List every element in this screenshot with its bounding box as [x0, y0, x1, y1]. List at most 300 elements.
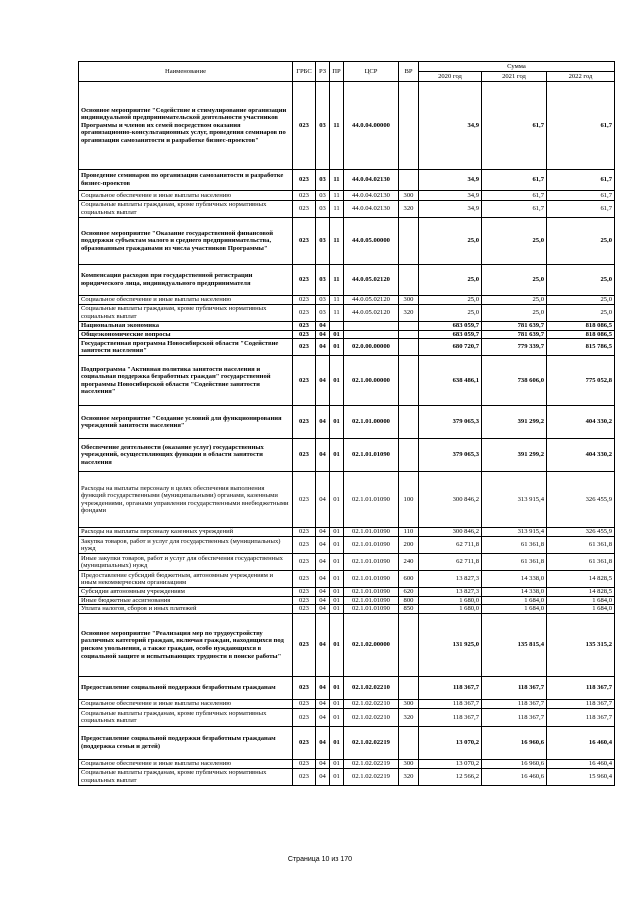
row-amount-2022: 61,7	[547, 170, 615, 191]
row-grbs: 023	[293, 571, 316, 588]
row-csr: 02.1.02.02210	[344, 708, 399, 726]
row-pr: 01	[330, 356, 344, 406]
row-vr: 300	[399, 191, 419, 201]
row-grbs: 023	[293, 201, 316, 218]
row-pr: 11	[330, 265, 344, 296]
header-year-2020: 2020 год	[419, 72, 482, 82]
row-vr: 300	[399, 759, 419, 768]
row-amount-2020: 118 367,7	[419, 699, 482, 708]
row-name: Государственная программа Новосибирской области "Содействие занятости населения"	[79, 339, 293, 356]
row-grbs: 023	[293, 330, 316, 339]
row-amount-2022: 25,0	[547, 218, 615, 265]
row-amount-2021: 313 915,4	[482, 528, 547, 537]
row-grbs: 023	[293, 218, 316, 265]
table-row	[79, 605, 615, 614]
row-amount-2020: 379 065,3	[419, 439, 482, 472]
row-amount-2022: 25,0	[547, 296, 615, 305]
row-grbs: 023	[293, 596, 316, 605]
row-pr: 11	[330, 170, 344, 191]
row-amount-2020: 62 711,8	[419, 537, 482, 554]
row-amount-2020: 638 486,1	[419, 356, 482, 406]
row-grbs: 023	[293, 768, 316, 785]
row-name: Социальные выплаты гражданам, кроме публичных нормативных социальных выплат	[79, 305, 293, 322]
row-rz: 03	[316, 82, 330, 170]
table-row	[79, 265, 615, 296]
table-row	[79, 537, 615, 554]
row-vr: 300	[399, 296, 419, 305]
row-amount-2021: 118 367,7	[482, 676, 547, 699]
row-name: Основное мероприятие "Реализация мер по трудоустройству различных категорий граждан, включая граждан, находящихся под риском увольнения, а также граждан, особо нуждающихся в социальной защите и испытывающих трудности в поиске работы"	[79, 613, 293, 676]
row-name: Обеспечение деятельности (оказание услуг) государственных учреждений, осуществляющих функции в области занятости населения	[79, 439, 293, 472]
row-vr: 300	[399, 699, 419, 708]
row-pr: 01	[330, 339, 344, 356]
row-csr: 02.1.02.02210	[344, 676, 399, 699]
row-vr	[399, 82, 419, 170]
row-rz: 04	[316, 759, 330, 768]
row-vr	[399, 726, 419, 759]
row-pr: 01	[330, 472, 344, 528]
row-amount-2020: 34,9	[419, 82, 482, 170]
row-pr: 01	[330, 528, 344, 537]
row-amount-2022: 16 460,4	[547, 726, 615, 759]
row-csr: 02.0.00.00000	[344, 339, 399, 356]
row-csr: 44.0.04.02130	[344, 201, 399, 218]
row-amount-2021: 779 339,7	[482, 339, 547, 356]
row-amount-2021: 16 960,6	[482, 759, 547, 768]
row-pr: 01	[330, 768, 344, 785]
row-amount-2021: 25,0	[482, 218, 547, 265]
row-grbs: 023	[293, 322, 316, 331]
row-amount-2022: 775 052,8	[547, 356, 615, 406]
row-amount-2021: 14 338,0	[482, 571, 547, 588]
header-vr: ВР	[399, 62, 419, 82]
row-amount-2022: 25,0	[547, 265, 615, 296]
row-csr: 44.0.05.00000	[344, 218, 399, 265]
budget-table	[78, 61, 615, 786]
row-amount-2021: 61,7	[482, 82, 547, 170]
row-rz: 04	[316, 596, 330, 605]
row-amount-2021: 61,7	[482, 201, 547, 218]
row-grbs: 023	[293, 699, 316, 708]
row-amount-2021: 1 684,0	[482, 605, 547, 614]
row-rz: 04	[316, 554, 330, 571]
header-csr: ЦСР	[344, 62, 399, 82]
row-amount-2022: 404 330,2	[547, 406, 615, 439]
row-csr	[344, 330, 399, 339]
row-pr: 01	[330, 439, 344, 472]
row-csr: 02.1.02.02219	[344, 768, 399, 785]
row-csr: 02.1.02.02219	[344, 726, 399, 759]
row-csr: 02.1.01.00000	[344, 406, 399, 439]
row-vr	[399, 406, 419, 439]
row-amount-2021: 25,0	[482, 296, 547, 305]
row-amount-2021: 61 361,8	[482, 554, 547, 571]
row-grbs: 023	[293, 676, 316, 699]
row-csr: 44.0.05.02120	[344, 296, 399, 305]
row-rz: 04	[316, 699, 330, 708]
row-grbs: 023	[293, 726, 316, 759]
row-amount-2020: 1 680,0	[419, 596, 482, 605]
row-csr: 02.1.01.01090	[344, 605, 399, 614]
row-grbs: 023	[293, 528, 316, 537]
row-pr: 01	[330, 726, 344, 759]
table-row	[79, 439, 615, 472]
row-amount-2021: 738 606,0	[482, 356, 547, 406]
table-row	[79, 676, 615, 699]
row-amount-2021: 16 960,6	[482, 726, 547, 759]
table-row	[79, 296, 615, 305]
row-amount-2020: 300 846,2	[419, 472, 482, 528]
row-pr: 11	[330, 82, 344, 170]
row-amount-2021: 16 460,6	[482, 768, 547, 785]
row-amount-2022: 815 786,5	[547, 339, 615, 356]
row-csr: 02.1.01.01090	[344, 537, 399, 554]
row-amount-2021: 14 338,0	[482, 588, 547, 597]
row-grbs: 023	[293, 191, 316, 201]
row-rz: 03	[316, 218, 330, 265]
row-grbs: 023	[293, 296, 316, 305]
row-csr	[344, 322, 399, 331]
row-amount-2021: 1 684,0	[482, 596, 547, 605]
row-amount-2022: 61,7	[547, 82, 615, 170]
table-row	[79, 305, 615, 322]
table-row	[79, 699, 615, 708]
table-row	[79, 322, 615, 331]
row-vr: 850	[399, 605, 419, 614]
row-name: Подпрограмма "Активная политика занятости населения и социальная поддержка безработных граждан" государственной программы Новосибирской области "Содействие занятости населения"	[79, 356, 293, 406]
row-amount-2021: 61 361,8	[482, 537, 547, 554]
row-amount-2020: 118 367,7	[419, 708, 482, 726]
row-rz: 03	[316, 296, 330, 305]
row-rz: 04	[316, 330, 330, 339]
row-vr	[399, 676, 419, 699]
row-vr	[399, 339, 419, 356]
row-csr: 02.1.01.01090	[344, 588, 399, 597]
row-pr: 01	[330, 596, 344, 605]
row-amount-2020: 1 680,0	[419, 605, 482, 614]
row-rz: 04	[316, 708, 330, 726]
row-vr	[399, 356, 419, 406]
row-name: Предоставление субсидий бюджетным, автономным учреждениям и иным некоммерческим организациям	[79, 571, 293, 588]
table-row	[79, 528, 615, 537]
row-csr: 02.1.01.01090	[344, 554, 399, 571]
row-name: Расходы на выплаты персоналу казенных учреждений	[79, 528, 293, 537]
row-name: Социальное обеспечение и иные выплаты населению	[79, 191, 293, 201]
row-csr: 02.1.01.01090	[344, 596, 399, 605]
row-amount-2021: 135 815,4	[482, 613, 547, 676]
row-amount-2020: 34,9	[419, 191, 482, 201]
row-grbs: 023	[293, 82, 316, 170]
table-row	[79, 554, 615, 571]
row-amount-2022: 326 455,9	[547, 528, 615, 537]
table-row	[79, 170, 615, 191]
table-row	[79, 339, 615, 356]
row-amount-2021: 118 367,7	[482, 708, 547, 726]
row-amount-2021: 313 915,4	[482, 472, 547, 528]
table-row	[79, 356, 615, 406]
row-amount-2022: 404 330,2	[547, 439, 615, 472]
row-amount-2022: 61 361,8	[547, 537, 615, 554]
row-rz: 04	[316, 768, 330, 785]
row-name: Социальное обеспечение и иные выплаты населению	[79, 699, 293, 708]
row-pr: 01	[330, 554, 344, 571]
table-row	[79, 726, 615, 759]
header-year-2022: 2022 год	[547, 72, 615, 82]
row-vr: 620	[399, 588, 419, 597]
row-rz: 04	[316, 613, 330, 676]
row-csr: 02.1.01.01090	[344, 571, 399, 588]
row-vr	[399, 218, 419, 265]
row-vr	[399, 439, 419, 472]
row-amount-2022: 326 455,9	[547, 472, 615, 528]
row-vr	[399, 613, 419, 676]
row-csr: 02.1.01.01090	[344, 472, 399, 528]
table-row	[79, 82, 615, 170]
row-name: Иные закупки товаров, работ и услуг для обеспечения государственных (муниципальных) нужд	[79, 554, 293, 571]
table-row	[79, 201, 615, 218]
row-amount-2020: 379 065,3	[419, 406, 482, 439]
row-rz: 04	[316, 537, 330, 554]
row-rz: 04	[316, 439, 330, 472]
page-number-footer: Страница 10 из 170	[287, 856, 353, 863]
table-row	[79, 218, 615, 265]
row-pr: 11	[330, 191, 344, 201]
row-amount-2020: 118 367,7	[419, 676, 482, 699]
row-amount-2021: 25,0	[482, 305, 547, 322]
row-grbs: 023	[293, 588, 316, 597]
row-pr: 01	[330, 571, 344, 588]
row-amount-2021: 391 299,2	[482, 406, 547, 439]
row-grbs: 023	[293, 472, 316, 528]
row-grbs: 023	[293, 605, 316, 614]
row-rz: 04	[316, 406, 330, 439]
row-pr: 01	[330, 676, 344, 699]
row-amount-2020: 13 827,3	[419, 588, 482, 597]
row-name: Иные бюджетные ассигнования	[79, 596, 293, 605]
row-pr: 01	[330, 406, 344, 439]
row-amount-2020: 25,0	[419, 218, 482, 265]
row-pr: 11	[330, 218, 344, 265]
table-row	[79, 708, 615, 726]
header-rz: РЗ	[316, 62, 330, 82]
row-amount-2022: 118 367,7	[547, 676, 615, 699]
row-grbs: 023	[293, 356, 316, 406]
row-name: Субсидии автономным учреждениям	[79, 588, 293, 597]
row-csr: 02.1.01.01090	[344, 528, 399, 537]
row-amount-2022: 14 828,5	[547, 571, 615, 588]
row-name: Уплата налогов, сборов и иных платежей	[79, 605, 293, 614]
row-csr: 44.0.05.02120	[344, 305, 399, 322]
row-csr: 44.0.04.02130	[344, 170, 399, 191]
row-vr: 320	[399, 708, 419, 726]
row-rz: 04	[316, 472, 330, 528]
row-rz: 04	[316, 605, 330, 614]
row-amount-2020: 13 070,2	[419, 759, 482, 768]
row-amount-2020: 34,9	[419, 201, 482, 218]
row-amount-2022: 25,0	[547, 305, 615, 322]
row-amount-2020: 62 711,8	[419, 554, 482, 571]
row-grbs: 023	[293, 265, 316, 296]
row-grbs: 023	[293, 305, 316, 322]
row-amount-2020: 300 846,2	[419, 528, 482, 537]
row-rz: 03	[316, 201, 330, 218]
table-row	[79, 759, 615, 768]
row-amount-2022: 118 367,7	[547, 708, 615, 726]
table-row	[79, 588, 615, 597]
row-amount-2021: 61,7	[482, 191, 547, 201]
row-vr	[399, 170, 419, 191]
row-amount-2020: 13 827,3	[419, 571, 482, 588]
row-pr	[330, 322, 344, 331]
row-amount-2020: 683 059,7	[419, 322, 482, 331]
table-row	[79, 191, 615, 201]
table-row	[79, 613, 615, 676]
row-rz: 03	[316, 265, 330, 296]
header-sum: Сумма	[419, 62, 615, 72]
row-grbs: 023	[293, 406, 316, 439]
row-vr	[399, 322, 419, 331]
row-name: Социальные выплаты гражданам, кроме публичных нормативных социальных выплат	[79, 768, 293, 785]
row-amount-2020: 34,9	[419, 170, 482, 191]
row-amount-2022: 61 361,8	[547, 554, 615, 571]
row-csr: 02.1.01.01090	[344, 439, 399, 472]
row-vr: 200	[399, 537, 419, 554]
row-amount-2022: 14 828,5	[547, 588, 615, 597]
row-rz: 04	[316, 726, 330, 759]
row-amount-2022: 135 315,2	[547, 613, 615, 676]
row-pr: 11	[330, 296, 344, 305]
header-grbs: ГРБС	[293, 62, 316, 82]
row-csr: 02.1.02.02219	[344, 759, 399, 768]
row-name: Проведение семинаров по организации самозанятости и разработке бизнес-проектов	[79, 170, 293, 191]
row-vr	[399, 265, 419, 296]
row-amount-2022: 16 460,4	[547, 759, 615, 768]
row-amount-2020: 680 720,7	[419, 339, 482, 356]
row-amount-2021: 61,7	[482, 170, 547, 191]
header-pr: ПР	[330, 62, 344, 82]
row-amount-2022: 1 684,0	[547, 605, 615, 614]
row-rz: 03	[316, 305, 330, 322]
header-name: Наименование	[79, 62, 293, 82]
row-amount-2020: 13 070,2	[419, 726, 482, 759]
row-amount-2020: 12 566,2	[419, 768, 482, 785]
row-rz: 04	[316, 676, 330, 699]
row-amount-2022: 15 960,4	[547, 768, 615, 785]
row-name: Компенсация расходов при государственной регистрации юридического лица, индивидуального предпринимателя	[79, 265, 293, 296]
row-csr: 44.0.04.02130	[344, 191, 399, 201]
row-amount-2020: 25,0	[419, 305, 482, 322]
row-rz: 04	[316, 528, 330, 537]
row-vr	[399, 330, 419, 339]
header-year-2021: 2021 год	[482, 72, 547, 82]
row-amount-2020: 25,0	[419, 265, 482, 296]
row-name: Социальные выплаты гражданам, кроме публичных нормативных социальных выплат	[79, 201, 293, 218]
row-csr: 02.1.00.00000	[344, 356, 399, 406]
row-csr: 44.0.04.00000	[344, 82, 399, 170]
table-row	[79, 472, 615, 528]
row-name: Национальная экономика	[79, 322, 293, 331]
table-row	[79, 406, 615, 439]
row-grbs: 023	[293, 170, 316, 191]
table-row	[79, 571, 615, 588]
row-grbs: 023	[293, 554, 316, 571]
row-rz: 03	[316, 170, 330, 191]
table-row	[79, 768, 615, 785]
row-pr: 01	[330, 588, 344, 597]
row-name: Социальные выплаты гражданам, кроме публичных нормативных социальных выплат	[79, 708, 293, 726]
row-rz: 04	[316, 339, 330, 356]
row-amount-2022: 818 086,5	[547, 330, 615, 339]
row-amount-2022: 61,7	[547, 191, 615, 201]
row-pr: 01	[330, 605, 344, 614]
table-row	[79, 330, 615, 339]
row-pr: 01	[330, 613, 344, 676]
row-name: Предоставление социальной поддержки безработным гражданам (поддержка семьи и детей)	[79, 726, 293, 759]
row-vr: 320	[399, 768, 419, 785]
row-amount-2021: 25,0	[482, 265, 547, 296]
row-vr: 240	[399, 554, 419, 571]
table-row	[79, 596, 615, 605]
row-rz: 04	[316, 356, 330, 406]
row-name: Закупка товаров, работ и услуг для государственных (муниципальных) нужд	[79, 537, 293, 554]
row-vr: 800	[399, 596, 419, 605]
row-vr: 320	[399, 305, 419, 322]
row-amount-2021: 391 299,2	[482, 439, 547, 472]
row-name: Общеэкономические вопросы	[79, 330, 293, 339]
row-pr: 01	[330, 537, 344, 554]
row-name: Основное мероприятие "Оказание государственной финансовой поддержки субъектам малого и среднего предпринимательства, образованным гражданами из числа участников Программы"	[79, 218, 293, 265]
row-rz: 04	[316, 571, 330, 588]
row-pr: 01	[330, 708, 344, 726]
row-amount-2022: 118 367,7	[547, 699, 615, 708]
row-rz: 04	[316, 588, 330, 597]
row-pr: 01	[330, 699, 344, 708]
row-pr: 11	[330, 305, 344, 322]
row-grbs: 023	[293, 439, 316, 472]
row-vr: 600	[399, 571, 419, 588]
row-amount-2020: 25,0	[419, 296, 482, 305]
row-grbs: 023	[293, 537, 316, 554]
row-grbs: 023	[293, 613, 316, 676]
row-grbs: 023	[293, 708, 316, 726]
row-pr: 11	[330, 201, 344, 218]
row-amount-2022: 61,7	[547, 201, 615, 218]
row-amount-2020: 131 925,0	[419, 613, 482, 676]
row-vr: 100	[399, 472, 419, 528]
row-vr: 320	[399, 201, 419, 218]
row-csr: 44.0.05.02120	[344, 265, 399, 296]
row-rz: 03	[316, 191, 330, 201]
row-name: Основное мероприятие "Содействие и стимулирование организации индивидуальной предпринимательской деятельности участников Программы и членов их семей посредством оказания организационно-консультационных услуг, проведения семинаров по организации самозанятости и разработке бизнес-проектов"	[79, 82, 293, 170]
table-body	[79, 82, 615, 786]
row-grbs: 023	[293, 759, 316, 768]
row-name: Предоставление социальной поддержки безработным гражданам	[79, 676, 293, 699]
row-csr: 02.1.02.00000	[344, 613, 399, 676]
row-name: Расходы на выплаты персоналу в целях обеспечения выполнения функций государственными (муниципальными) органами, казенными учреждениями, органами управления государственными внебюджетными фондами	[79, 472, 293, 528]
row-name: Основное мероприятие "Создание условий для функционирования учреждений занятости населения"	[79, 406, 293, 439]
row-amount-2021: 781 639,7	[482, 330, 547, 339]
row-amount-2022: 1 684,0	[547, 596, 615, 605]
row-amount-2021: 781 639,7	[482, 322, 547, 331]
row-amount-2021: 118 367,7	[482, 699, 547, 708]
row-name: Социальное обеспечение и иные выплаты населению	[79, 296, 293, 305]
row-vr: 110	[399, 528, 419, 537]
row-name: Социальное обеспечение и иные выплаты населению	[79, 759, 293, 768]
row-pr: 01	[330, 330, 344, 339]
row-pr: 01	[330, 759, 344, 768]
row-amount-2020: 683 059,7	[419, 330, 482, 339]
row-amount-2022: 818 086,5	[547, 322, 615, 331]
